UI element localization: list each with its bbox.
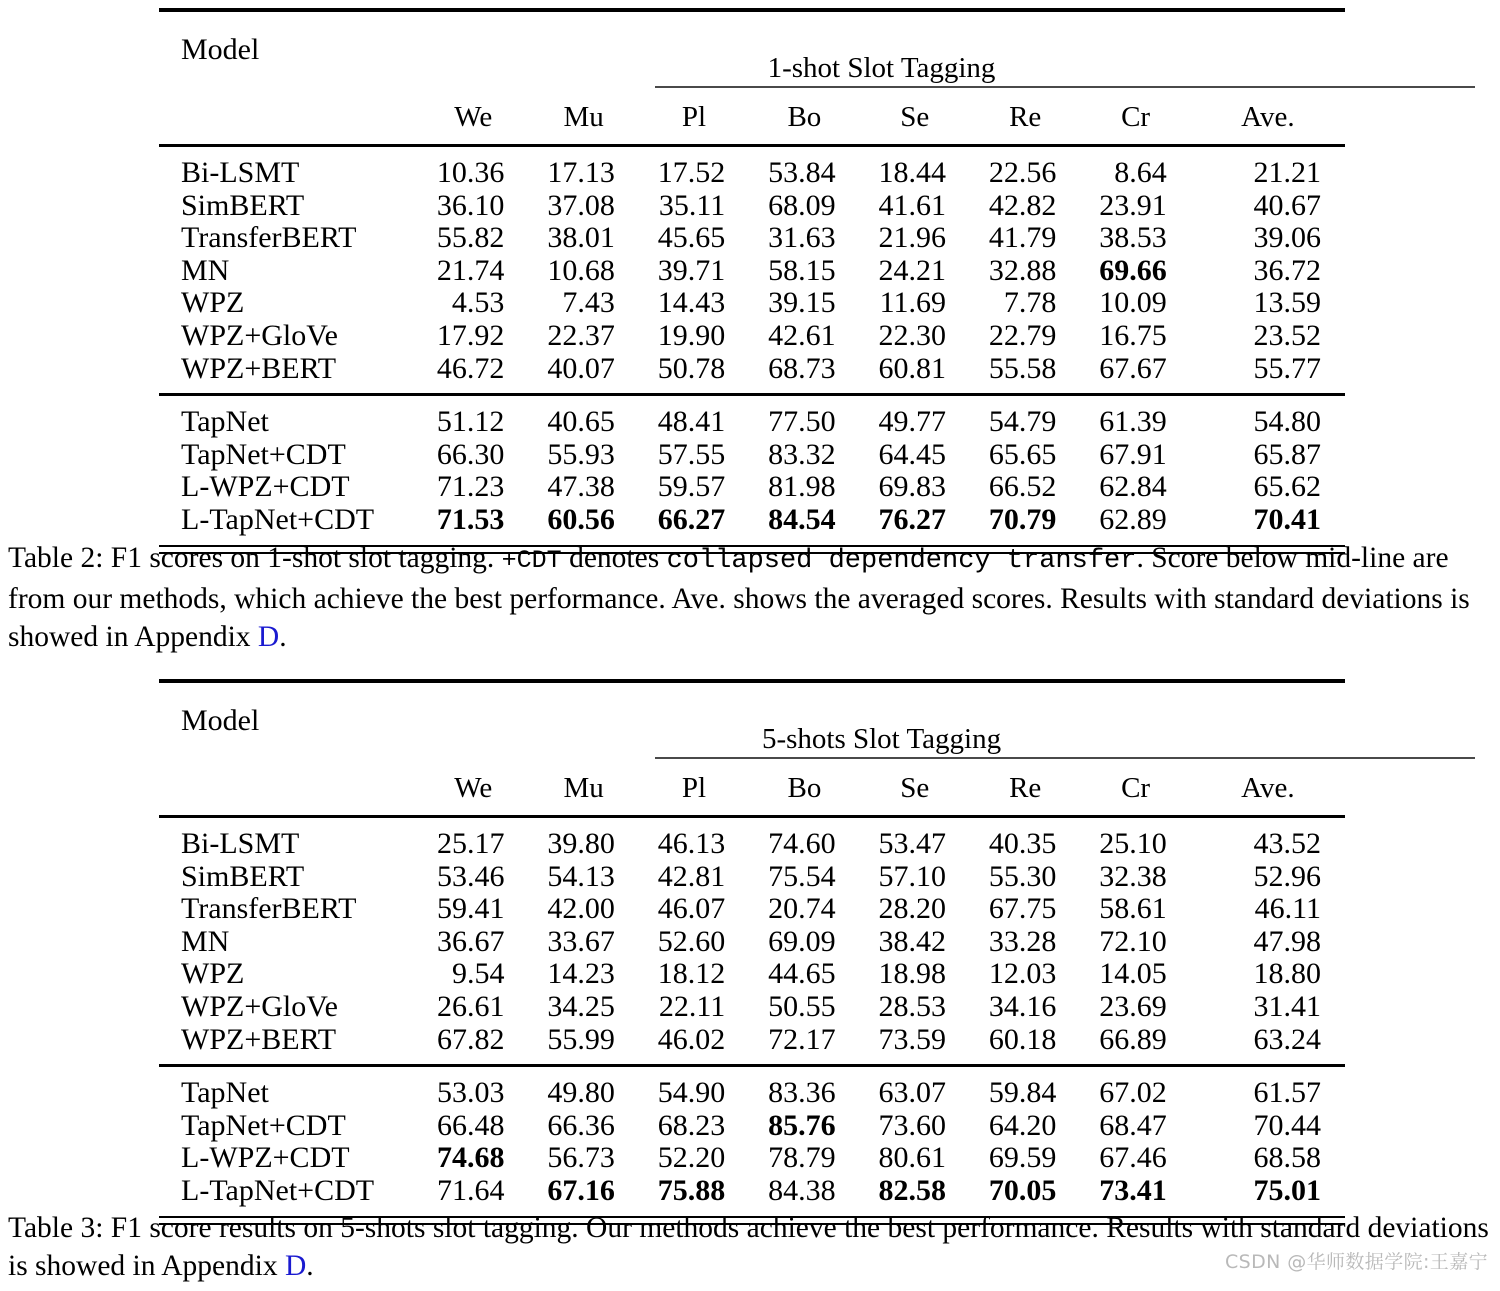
- row-score-cell: 42.82: [988, 188, 1057, 222]
- table1-col-cr: Cr: [1121, 101, 1151, 133]
- row-score-cell: 56.73: [547, 1141, 615, 1175]
- row-score-cell: 22.11: [658, 989, 726, 1023]
- row-score-cell: 83.36: [768, 1076, 836, 1110]
- row-score-cell: 55.58: [988, 351, 1057, 385]
- row-score-cell: 70.79: [988, 502, 1057, 536]
- caption2-part2: denotes: [561, 542, 667, 574]
- row-score-cell: 8.64: [1114, 156, 1167, 189]
- row-score-cell: 39.80: [547, 827, 615, 860]
- row-score-cell: 54.90: [657, 1076, 726, 1110]
- row-score-cell: 7.78: [1003, 286, 1057, 320]
- row-score-cell: 62.89: [1099, 502, 1167, 536]
- caption2-mono-phrase: collapsed dependency transfer: [666, 546, 1137, 576]
- row-score-cell: 25.10: [1099, 827, 1167, 860]
- row-score-cell: 4.53: [451, 286, 505, 320]
- row-score-cell: 47.98: [1253, 924, 1321, 958]
- table2-col-we: We: [454, 772, 493, 804]
- row-score-cell: 60.56: [547, 502, 615, 536]
- row-score-cell: 54.13: [547, 859, 615, 893]
- table1: [159, 12, 1345, 554]
- row-score-cell: 36.67: [436, 924, 505, 958]
- table-row: [159, 1142, 1345, 1175]
- row-score-cell: 22.30: [878, 318, 946, 352]
- row-model-name: WPZ: [181, 957, 245, 991]
- row-score-cell: 18.80: [1253, 957, 1321, 991]
- row-model-name: WPZ+BERT: [181, 351, 337, 385]
- row-score-cell: 60.18: [988, 1022, 1057, 1056]
- row-score-cell: 70.41: [1253, 502, 1321, 536]
- row-score-cell: 14.05: [1099, 957, 1167, 991]
- table-1-shot-slot-tagging: [159, 8, 1345, 554]
- row-score-cell: 46.11: [1254, 892, 1321, 926]
- table2-body-gap-top: [159, 818, 1345, 828]
- table1-body-gap-top: [159, 147, 1345, 157]
- row-score-cell: 67.91: [1099, 437, 1167, 471]
- row-score-cell: 75.88: [657, 1173, 726, 1207]
- row-score-cell: 32.38: [1099, 859, 1167, 893]
- row-score-cell: 42.61: [768, 318, 836, 352]
- row-model-name: WPZ+GloVe: [181, 989, 338, 1023]
- row-score-cell: 20.74: [768, 892, 836, 926]
- row-model-name: TapNet+CDT: [181, 437, 346, 471]
- row-score-cell: 55.99: [547, 1022, 615, 1056]
- row-score-cell: 49.80: [547, 1076, 615, 1110]
- row-score-cell: 71.64: [436, 1173, 505, 1207]
- row-score-cell: 68.47: [1099, 1108, 1167, 1142]
- table2-col-re: Re: [1009, 772, 1042, 804]
- table-row: [159, 861, 1345, 894]
- row-score-cell: 74.60: [768, 827, 836, 860]
- row-score-cell: 69.66: [1099, 253, 1167, 287]
- row-score-cell: 46.02: [657, 1022, 726, 1056]
- table1-body-baselines: [159, 157, 1345, 385]
- caption3-label: Table 3:: [8, 1212, 104, 1244]
- row-model-name: L-WPZ+CDT: [181, 1141, 350, 1175]
- table1-col-mu: Mu: [563, 101, 604, 133]
- table1-body-ourmethods: [159, 406, 1345, 536]
- row-score-cell: 84.54: [768, 502, 836, 536]
- row-score-cell: 44.65: [768, 957, 836, 991]
- table1-column-header-row: [159, 88, 1345, 134]
- row-score-cell: 81.98: [768, 470, 836, 504]
- table2-col-se: Se: [900, 772, 930, 804]
- row-model-name: L-TapNet+CDT: [181, 502, 375, 536]
- caption2-appendix-link[interactable]: D: [257, 621, 280, 653]
- row-score-cell: 45.65: [657, 221, 726, 255]
- row-score-cell: 22.37: [547, 318, 615, 352]
- row-model-name: WPZ: [181, 286, 245, 320]
- row-score-cell: 46.13: [657, 827, 726, 860]
- row-score-cell: 55.82: [436, 221, 505, 255]
- row-score-cell: 23.91: [1099, 188, 1167, 222]
- row-score-cell: 73.59: [878, 1022, 946, 1056]
- row-score-cell: 52.96: [1253, 859, 1321, 893]
- row-model-name: MN: [181, 924, 230, 958]
- row-score-cell: 18.44: [878, 156, 946, 189]
- row-score-cell: 65.62: [1253, 470, 1321, 504]
- row-score-cell: 67.75: [988, 892, 1057, 926]
- row-score-cell: 48.41: [657, 405, 726, 439]
- table-row: [159, 1024, 1345, 1057]
- row-score-cell: 38.42: [878, 924, 946, 958]
- row-score-cell: 36.10: [436, 188, 505, 222]
- row-score-cell: 42.00: [547, 892, 615, 926]
- row-score-cell: 33.28: [988, 924, 1057, 958]
- caption2-part3: . Score below mid-line are from our methods, which achieve the best performance. Ave. shows the averaged scores. Results with standard deviations is showed in Appendix: [8, 542, 1470, 653]
- row-score-cell: 84.38: [768, 1173, 836, 1207]
- row-model-name: SimBERT: [181, 859, 305, 893]
- row-score-cell: 31.41: [1253, 989, 1321, 1023]
- row-score-cell: 43.52: [1253, 827, 1321, 860]
- row-score-cell: 26.61: [436, 989, 505, 1023]
- table-row: [159, 157, 1345, 190]
- row-score-cell: 53.84: [768, 156, 836, 189]
- row-score-cell: 32.88: [988, 253, 1057, 287]
- row-score-cell: 67.16: [547, 1173, 615, 1207]
- row-score-cell: 65.65: [988, 437, 1057, 471]
- row-model-name: TransferBERT: [181, 892, 357, 926]
- row-score-cell: 39.06: [1253, 221, 1321, 255]
- row-score-cell: 34.16: [988, 989, 1057, 1023]
- table2-group-header-row: [159, 683, 1345, 756]
- table1-mid-gap-b: [159, 396, 1345, 406]
- row-score-cell: 18.98: [878, 957, 946, 991]
- row-score-cell: 10.09: [1099, 286, 1167, 320]
- row-score-cell: 73.41: [1099, 1173, 1167, 1207]
- row-score-cell: 28.20: [878, 892, 946, 926]
- caption2-mono-cdt: +CDT: [501, 546, 562, 575]
- row-score-cell: 58.61: [1099, 892, 1167, 926]
- row-score-cell: 18.12: [657, 957, 726, 991]
- table2-column-header-row: [159, 759, 1345, 805]
- row-model-name: TransferBERT: [181, 221, 357, 255]
- row-score-cell: 37.08: [547, 188, 615, 222]
- row-score-cell: 67.67: [1099, 351, 1167, 385]
- row-score-cell: 40.67: [1253, 188, 1321, 222]
- row-score-cell: 66.36: [547, 1108, 615, 1142]
- row-score-cell: 39.15: [768, 286, 836, 320]
- row-score-cell: 7.43: [562, 286, 615, 320]
- row-score-cell: 49.77: [878, 405, 946, 439]
- row-score-cell: 33.67: [547, 924, 615, 958]
- row-score-cell: 28.53: [878, 989, 946, 1023]
- row-score-cell: 67.46: [1099, 1141, 1167, 1175]
- row-score-cell: 57.55: [657, 437, 726, 471]
- row-score-cell: 82.58: [878, 1173, 946, 1207]
- row-score-cell: 59.84: [988, 1076, 1057, 1110]
- row-score-cell: 41.79: [988, 221, 1057, 255]
- row-score-cell: 70.44: [1253, 1108, 1321, 1142]
- row-score-cell: 66.30: [436, 437, 505, 471]
- row-score-cell: 40.35: [988, 827, 1057, 860]
- table1-model-header: Model: [181, 33, 260, 66]
- row-model-name: WPZ+BERT: [181, 1022, 337, 1056]
- row-score-cell: 53.03: [436, 1076, 505, 1110]
- row-score-cell: 41.61: [878, 188, 946, 222]
- row-score-cell: 68.58: [1253, 1141, 1321, 1175]
- row-score-cell: 66.27: [657, 502, 726, 536]
- table-row: [159, 991, 1345, 1024]
- row-score-cell: 40.07: [547, 351, 615, 385]
- table1-group-header: 1-shot Slot Tagging: [767, 51, 996, 84]
- row-score-cell: 17.13: [547, 156, 615, 189]
- table2-col-pl: Pl: [681, 772, 707, 804]
- row-score-cell: 23.69: [1099, 989, 1167, 1023]
- table2-mid-gap-a: [159, 1056, 1345, 1064]
- row-score-cell: 22.79: [988, 318, 1057, 352]
- table1-col-we: We: [454, 101, 493, 133]
- table-row: [159, 255, 1345, 288]
- table-row: [159, 471, 1345, 504]
- table2-col-mu: Mu: [563, 772, 604, 804]
- table1-col-bo: Bo: [787, 101, 822, 133]
- row-model-name: L-TapNet+CDT: [181, 1173, 375, 1207]
- row-score-cell: 55.77: [1253, 351, 1321, 385]
- row-score-cell: 59.57: [657, 470, 726, 504]
- table-row: [159, 222, 1345, 255]
- row-score-cell: 68.09: [768, 188, 836, 222]
- table-row: [159, 353, 1345, 386]
- row-score-cell: 78.79: [768, 1141, 836, 1175]
- row-score-cell: 14.23: [547, 957, 615, 991]
- row-score-cell: 9.54: [451, 957, 505, 991]
- caption3-part2: .: [306, 1250, 314, 1282]
- table-row: [159, 893, 1345, 926]
- table1-cmidrule: [655, 86, 1475, 88]
- row-score-cell: 67.02: [1099, 1076, 1167, 1110]
- row-score-cell: 23.52: [1253, 318, 1321, 352]
- row-score-cell: 46.07: [657, 892, 726, 926]
- table2-model-header: Model: [181, 704, 260, 737]
- row-score-cell: 83.32: [768, 437, 836, 471]
- row-score-cell: 47.38: [547, 470, 615, 504]
- table-row: [159, 287, 1345, 320]
- table1-header-gap: [159, 134, 1345, 144]
- row-score-cell: 68.23: [657, 1108, 726, 1142]
- row-score-cell: 66.89: [1099, 1022, 1167, 1056]
- table1-col-se: Se: [900, 101, 930, 133]
- table2-col-bo: Bo: [787, 772, 822, 804]
- row-score-cell: 55.30: [988, 859, 1057, 893]
- row-score-cell: 70.05: [988, 1173, 1057, 1207]
- caption2-label: Table 2:: [8, 542, 104, 574]
- row-model-name: Bi-LSMT: [181, 827, 300, 860]
- row-score-cell: 66.48: [436, 1108, 505, 1142]
- caption2-part4: .: [279, 621, 287, 653]
- row-score-cell: 77.50: [768, 405, 836, 439]
- row-score-cell: 24.21: [878, 253, 946, 287]
- table-row: [159, 439, 1345, 472]
- row-score-cell: 54.80: [1253, 405, 1321, 439]
- row-score-cell: 12.03: [988, 957, 1057, 991]
- table1-group-header-row: [159, 12, 1345, 85]
- table1-col-ave: Ave.: [1241, 101, 1295, 133]
- row-score-cell: 11.69: [879, 286, 946, 320]
- row-score-cell: 55.93: [547, 437, 615, 471]
- row-score-cell: 54.79: [988, 405, 1057, 439]
- table-row: [159, 958, 1345, 991]
- row-score-cell: 57.10: [878, 859, 946, 893]
- row-score-cell: 75.54: [768, 859, 836, 893]
- table-5-shots-slot-tagging: [159, 679, 1345, 1225]
- row-model-name: TapNet: [181, 1076, 269, 1110]
- table-row: [159, 320, 1345, 353]
- caption3-part1: F1 score results on 5-shots slot tagging. Our methods achieve the best performance. Results with standard deviations is showed in Appendix: [8, 1212, 1489, 1282]
- table2-mid-gap-b: [159, 1067, 1345, 1077]
- row-score-cell: 22.56: [988, 156, 1057, 189]
- table-row: [159, 828, 1345, 861]
- row-score-cell: 13.59: [1253, 286, 1321, 320]
- row-score-cell: 71.23: [436, 470, 505, 504]
- row-score-cell: 42.81: [657, 859, 726, 893]
- row-score-cell: 40.65: [547, 405, 615, 439]
- csdn-watermark: CSDN @华师数据学院:王嘉宁: [1224, 1251, 1488, 1273]
- table-row: [159, 406, 1345, 439]
- row-score-cell: 35.11: [658, 188, 726, 222]
- row-score-cell: 34.25: [547, 989, 615, 1023]
- row-score-cell: 10.36: [436, 156, 505, 189]
- table2: [159, 683, 1345, 1225]
- caption2-part1: F1 scores on 1-shot slot tagging.: [103, 542, 502, 574]
- row-score-cell: 72.10: [1099, 924, 1167, 958]
- row-score-cell: 80.61: [878, 1141, 946, 1175]
- row-score-cell: 16.75: [1099, 318, 1167, 352]
- table-row: [159, 504, 1345, 537]
- table2-body-baselines: [159, 828, 1345, 1056]
- row-score-cell: 58.15: [768, 253, 836, 287]
- row-model-name: MN: [181, 253, 230, 287]
- row-score-cell: 59.41: [436, 892, 505, 926]
- table1-mid-gap-a: [159, 385, 1345, 393]
- row-score-cell: 60.81: [878, 351, 946, 385]
- table2-col-ave: Ave.: [1241, 772, 1295, 804]
- table2-body-ourmethods: [159, 1077, 1345, 1207]
- row-score-cell: 63.07: [878, 1076, 946, 1110]
- row-score-cell: 68.73: [768, 351, 836, 385]
- row-score-cell: 71.53: [436, 502, 505, 536]
- row-score-cell: 52.60: [657, 924, 726, 958]
- row-score-cell: 73.60: [878, 1108, 946, 1142]
- row-model-name: TapNet: [181, 405, 269, 439]
- row-score-cell: 61.57: [1253, 1076, 1321, 1110]
- row-model-name: TapNet+CDT: [181, 1108, 346, 1142]
- row-score-cell: 63.24: [1253, 1022, 1321, 1056]
- row-score-cell: 10.68: [547, 253, 615, 287]
- caption3-appendix-link[interactable]: D: [284, 1250, 307, 1282]
- row-score-cell: 50.55: [768, 989, 836, 1023]
- row-score-cell: 38.01: [547, 221, 615, 255]
- row-score-cell: 21.96: [878, 221, 946, 255]
- row-score-cell: 25.17: [436, 827, 505, 860]
- row-score-cell: 69.83: [878, 470, 946, 504]
- row-score-cell: 85.76: [768, 1108, 836, 1142]
- row-score-cell: 31.63: [768, 221, 836, 255]
- row-score-cell: 67.82: [436, 1022, 505, 1056]
- row-score-cell: 66.52: [988, 470, 1057, 504]
- row-score-cell: 62.84: [1099, 470, 1167, 504]
- row-score-cell: 74.68: [436, 1141, 505, 1175]
- row-model-name: SimBERT: [181, 188, 305, 222]
- table1-col-re: Re: [1009, 101, 1042, 133]
- row-score-cell: 72.17: [768, 1022, 836, 1056]
- table-row: [159, 1110, 1345, 1143]
- table-row: [159, 1175, 1345, 1208]
- row-score-cell: 14.43: [657, 286, 726, 320]
- table1-col-pl: Pl: [681, 101, 707, 133]
- table-row: [159, 1077, 1345, 1110]
- row-score-cell: 75.01: [1253, 1173, 1321, 1207]
- table2-cmidrule: [655, 757, 1475, 759]
- row-score-cell: 61.39: [1099, 405, 1167, 439]
- row-score-cell: 39.71: [657, 253, 726, 287]
- row-score-cell: 76.27: [878, 502, 946, 536]
- row-score-cell: 64.20: [988, 1108, 1057, 1142]
- row-model-name: Bi-LSMT: [181, 156, 300, 189]
- table2-col-cr: Cr: [1121, 772, 1151, 804]
- row-score-cell: 52.20: [657, 1141, 726, 1175]
- row-score-cell: 17.92: [436, 318, 505, 352]
- row-score-cell: 38.53: [1099, 221, 1167, 255]
- row-score-cell: 69.09: [768, 924, 836, 958]
- row-score-cell: 19.90: [657, 318, 726, 352]
- row-score-cell: 50.78: [657, 351, 726, 385]
- caption-table-2: [8, 539, 1492, 656]
- row-score-cell: 21.21: [1253, 156, 1321, 189]
- row-score-cell: 51.12: [436, 405, 505, 439]
- row-score-cell: 46.72: [436, 351, 505, 385]
- row-score-cell: 69.59: [988, 1141, 1057, 1175]
- row-score-cell: 36.72: [1253, 253, 1321, 287]
- row-model-name: L-WPZ+CDT: [181, 470, 350, 504]
- table-row: [159, 926, 1345, 959]
- row-score-cell: 65.87: [1253, 437, 1321, 471]
- table2-group-header: 5-shots Slot Tagging: [761, 722, 1002, 755]
- table2-header-gap: [159, 805, 1345, 815]
- row-score-cell: 64.45: [878, 437, 946, 471]
- row-score-cell: 53.46: [436, 859, 505, 893]
- row-score-cell: 17.52: [657, 156, 726, 189]
- table-row: [159, 190, 1345, 223]
- row-score-cell: 21.74: [436, 253, 505, 287]
- row-model-name: WPZ+GloVe: [181, 318, 338, 352]
- row-score-cell: 53.47: [878, 827, 946, 860]
